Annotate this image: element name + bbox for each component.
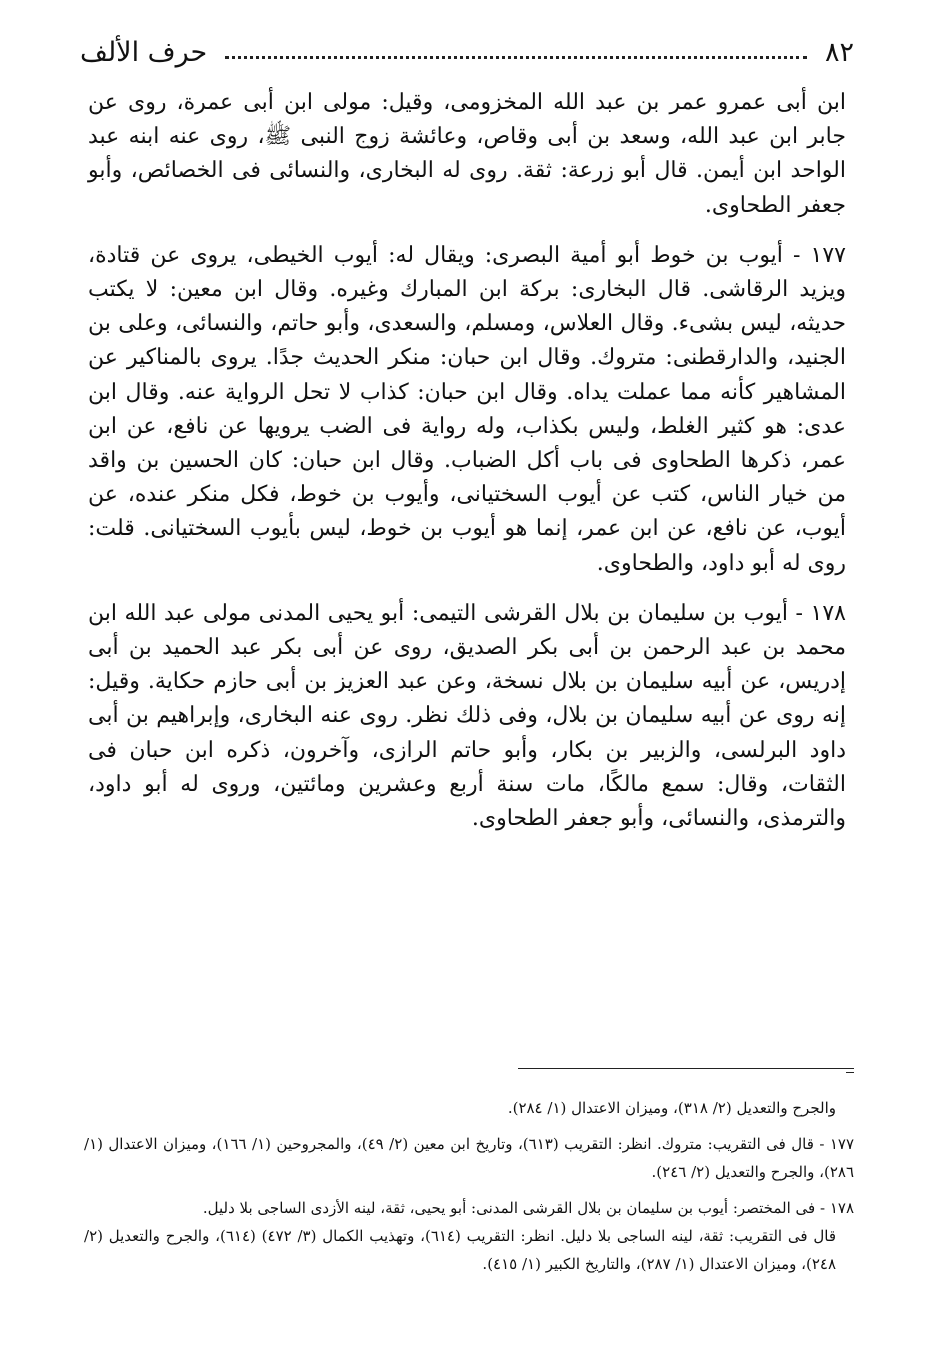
entry-177: [88, 239, 846, 581]
dotted-leader: [225, 56, 807, 59]
entry-178-text: أيوب بن سليمان بن بلال القرشى التيمى: أبو يحيى المدنى مولى عبد الله ابن محمد بن عبد الرحمن بن أبى بكر الصديق، روى عن أبى بكر عبد الحميد بن أبى إدريس، عن أبيه سليمان بن بلال نسخة، وعن عبد العزيز بن أبى حازم حكاية. وقيل: إنه روى عن أبيه سليمان بن بلال، وفى ذلك نظر. روى عنه البخارى، وإبراهيم بن أبى داود البرلسى، والزبير بن بكار، وأبو حاتم الرازى، وآخرون، ذكره ابن حبان فى الثقات، وقال: سمع مالكًا، مات سنة أربع وعشرين ومائتين، وروى له أبو داود، والترمذى، والنسائى، وأبو جعفر الطحاوى.: [88, 600, 846, 832]
entry-177-text: أيوب بن خوط أبو أمية البصرى: ويقال له: أيوب الخيطى، يروى عن قتادة، ويزيد الرقاشى. قال البخارى: بركة ابن المبارك وغيره. وقال ابن معين: لا يكتب حديثه، ليس بشىء. وقال العلاس، ومسلم، والسعدى، وأبو حاتم، والنسائى، وعلى بن الجنيد، والدارقطنى: متروك. وقال ابن حبان: منكر الحديث جدًا. يروى بالمناكير عن المشاهير كأنه مما عملت يداه. وقال ابن حبان: كذاب لا تحل الرواية عنه. وقال ابن عدى: هو كثير الغلط، وليس بكذاب، وله رواية فى الضب يرويها عن نافع، عن ابن عمر، ذكرها الطحاوى فى باب أكل الضباب. وقال ابن حبان: كان الحسين بن واقد من خيار الناس، كتب عن أيوب السختيانى، وأيوب بن خوط، فكل منكر عنده، عن أيوب، عن نافع، عن ابن عمر، إنما هو أيوب بن خوط، ليس بأيوب السختيانى. قلت: روى له أبو داود، والطحاوى.: [88, 242, 847, 576]
footnote-separator: [518, 1068, 854, 1069]
footnote-continuation: والجرح والتعديل (٢/ ٣١٨)، وميزان الاعتدال (١/ ٢٨٤).: [507, 1099, 836, 1117]
section-title: حرف الألف: [80, 36, 208, 68]
entry-177-number: ١٧٧ -: [793, 242, 846, 268]
page-number: ٨٢: [824, 36, 854, 68]
footnote-177: ١٧٧ - قال فى التقريب: متروك. انظر: التقريب (٦١٣)، وتاريخ ابن معين (٢/ ٤٩)، والمجروحين (١/ ١٦٦)، وميزان الاعتدال (١/ ٢٨٦)، والجرح والتعديل (٢/ ٢٤٦).: [84, 1135, 855, 1181]
entry-178-number: ١٧٨ -: [795, 600, 846, 626]
continuation-paragraph: ابن أبى عمرو عمر بن عبد الله المخزومى، وقيل: مولى ابن أبى عمرة، روى عن جابر ابن عبد الله، وسعد بن أبى وقاص، وعائشة زوج النبى ﷺ، روى عنه ابنه عبد الواحد ابن أيمن. قال أبو زرعة: ثقة. روى له البخارى، والنسائى فى الخصائص، وأبو جعفر الطحاوى.: [88, 90, 846, 218]
entry-178: [88, 597, 846, 836]
footnotes: [84, 1094, 854, 1278]
footnote-separator-tick: [846, 1072, 854, 1073]
footnote-178-continued: قال فى التقريب: ثقة، لينه الساجى بلا دليل. انظر: التقريب (٦١٤)، وتهذيب الكمال (٣/ ٤٧٢) (٦١٤)، والجرح والتعديل (٢/ ٢٤٨)، وميزان الاعتدال (١/ ٢٨٧)، والتاريخ الكبير (١/ ٤١٥).: [84, 1227, 836, 1273]
running-header: [80, 30, 854, 74]
main-text: [88, 86, 846, 836]
footnote-178: ١٧٨ - فى المختصر: أيوب بن سليمان بن بلال القرشى المدنى: أبو يحيى، ثقة، لينه الأزدى الساجى بلا دليل.: [202, 1199, 854, 1217]
